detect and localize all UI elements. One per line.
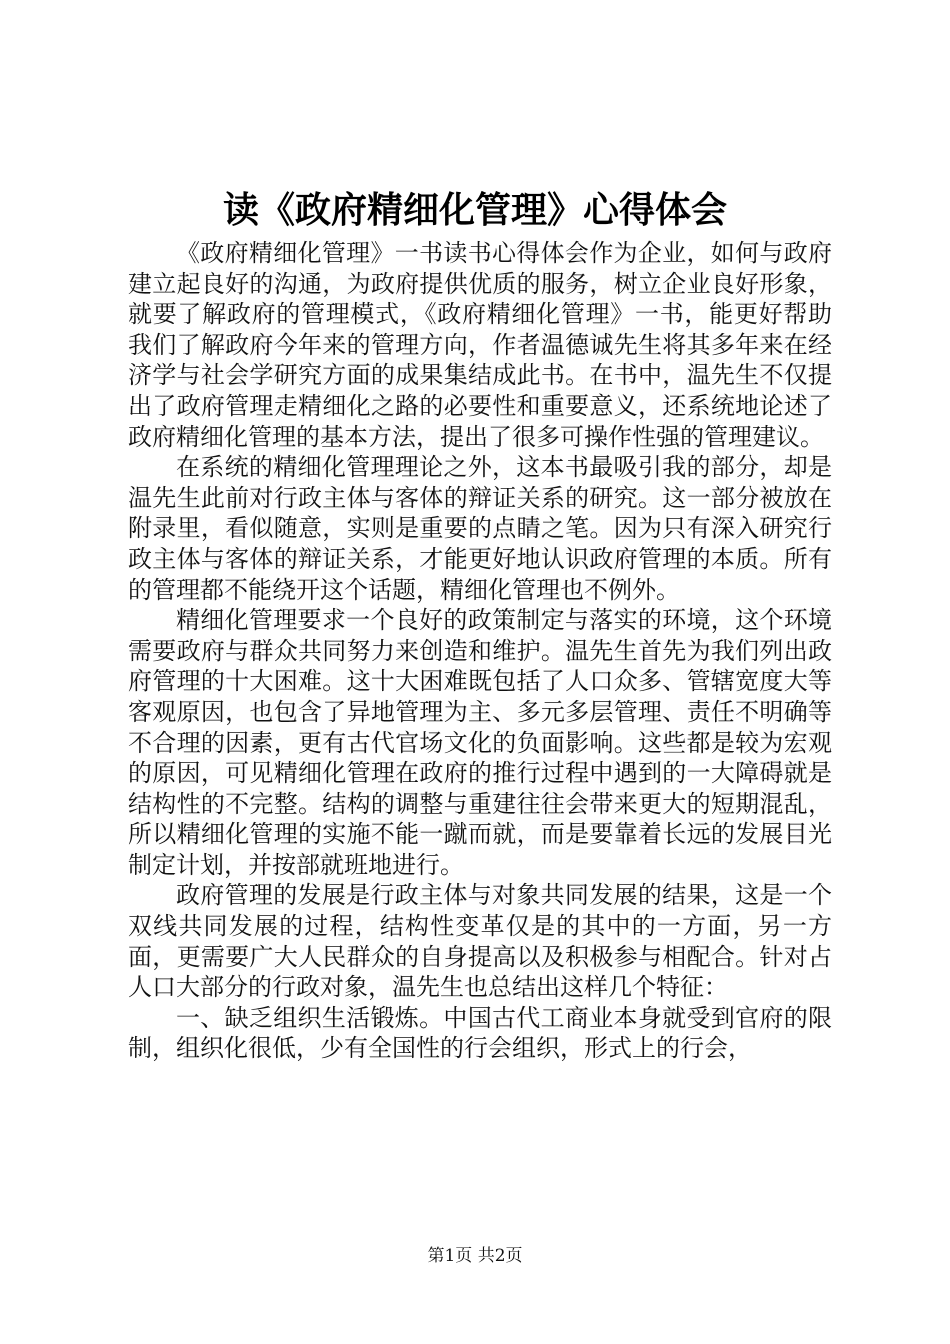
- page-number-footer: 第1页 共2页: [427, 1246, 523, 1266]
- document-body: [128, 238, 832, 1064]
- paragraph: 精细化管理要求一个良好的政策制定与落实的环境，这个环境需要政府与群众共同努力来创造和维护。温先生首先为我们列出政府管理的十大困难。这十大困难既包括了人口众多、管辖宽度大等客观原因，也包含了异地管理为主、多元多层管理、责任不明确等不合理的因素，更有古代官场文化的负面影响。这些都是较为宏观的原因，可见精细化管理在政府的推行过程中遇到的一大障碍就是结构性的不完整。结构的调整与重建往往会带来更大的短期混乱，所以精细化管理的实施不能一蹴而就，而是要靠着长远的发展目光制定计划，并按部就班地进行。: [128, 606, 832, 879]
- paragraph: 《政府精细化管理》一书读书心得体会作为企业，如何与政府建立起良好的沟通，为政府提供优质的服务，树立企业良好形象，就要了解政府的管理模式，《政府精细化管理》一书，能更好帮助我们了解政府今年来的管理方向，作者温德诚先生将其多年来在经济学与社会学研究方面的成果集结成此书。在书中，温先生不仅提出了政府管理走精细化之路的必要性和重要意义，还系统地论述了政府精细化管理的基本方法，提出了很多可操作性强的管理建议。: [128, 239, 832, 451]
- paragraph: 一、缺乏组织生活锻炼。中国古代工商业本身就受到官府的限制，组织化很低，少有全国性的行会组织，形式上的行会，: [128, 1003, 832, 1063]
- page-title: 读《政府精细化管理》心得体会: [222, 189, 727, 231]
- paragraph: 在系统的精细化管理理论之外，这本书最吸引我的部分，却是温先生此前对行政主体与客体的辩证关系的研究。这一部分被放在附录里，看似随意，实则是重要的点睛之笔。因为只有深入研究行政主体与客体的辩证关系，才能更好地认识政府管理的本质。所有的管理都不能绕开这个话题，精细化管理也不例外。: [128, 453, 832, 604]
- paragraph: 政府管理的发展是行政主体与对象共同发展的结果，这是一个双线共同发展的过程，结构性变革仅是的其中的一方面，另一方面，更需要广大人民群众的自身提高以及积极参与相配合。针对占人口大部分的行政对象，温先生也总结出这样几个特征：: [128, 881, 832, 1002]
